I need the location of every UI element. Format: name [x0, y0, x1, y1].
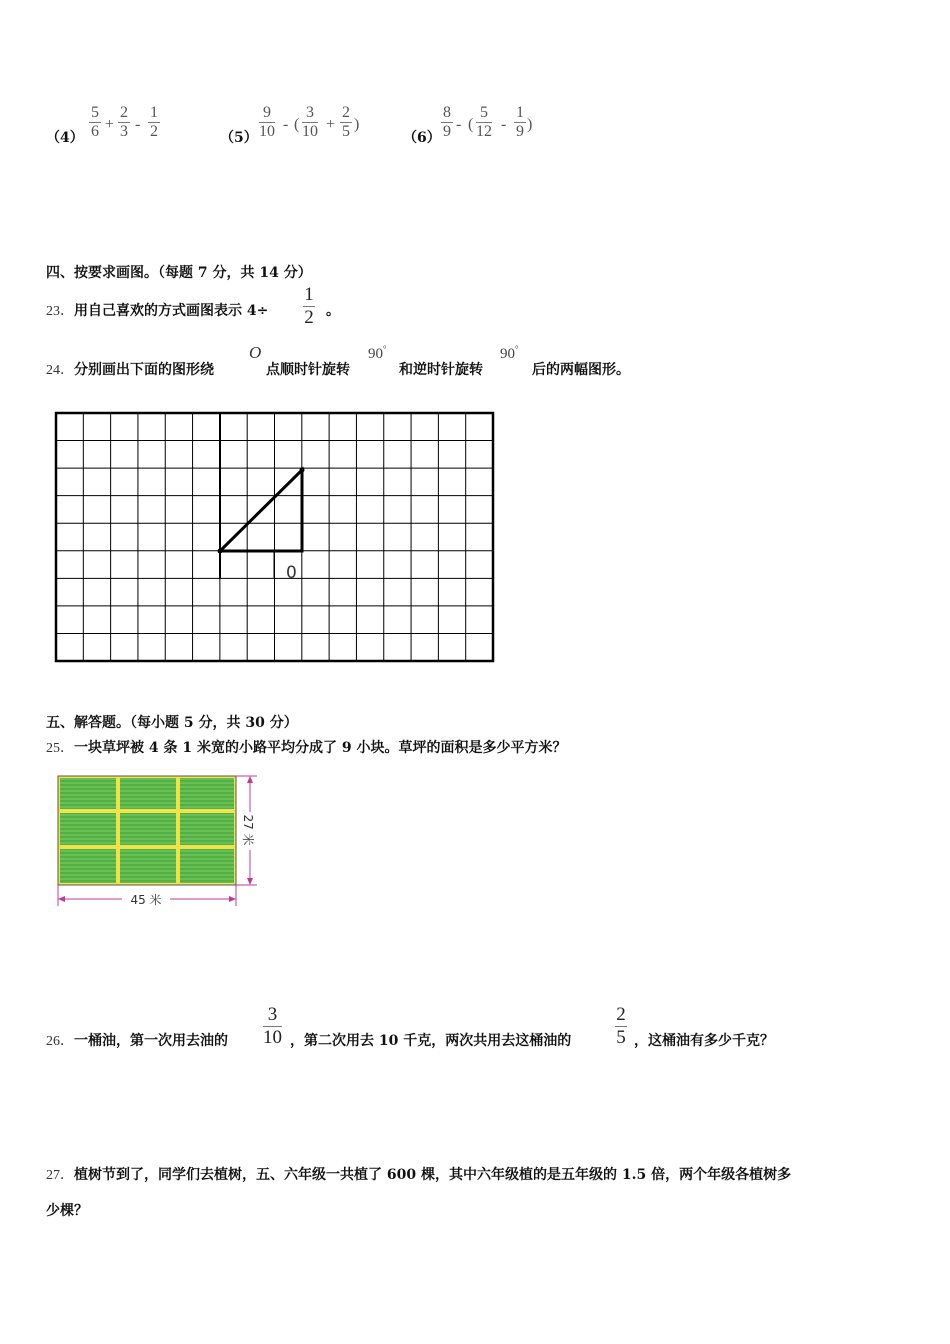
- grass-block: [180, 813, 234, 845]
- question-text: 用自己喜欢的方式画图表示 4÷: [74, 303, 269, 319]
- height-label: 27 米: [241, 814, 255, 846]
- fraction: 2 5: [342, 104, 350, 140]
- fraction: 5 12: [476, 104, 492, 140]
- operator: -: [456, 116, 462, 133]
- angle-90: 90°: [368, 344, 387, 362]
- question-text: ，这桶油有多少千克？: [634, 1033, 774, 1049]
- period: 。: [326, 303, 340, 319]
- width-label: 45 米: [130, 893, 162, 907]
- section-heading: 五、解答题。（每小题 5 分，共 30 分）: [46, 715, 298, 731]
- section-heading: 四、按要求画图。（每题 7 分，共 14 分）: [46, 265, 312, 281]
- angle-90: 90°: [500, 344, 519, 362]
- operator: +: [326, 116, 336, 133]
- rotation-grid: [50, 408, 500, 668]
- question-text: 一桶油，第一次用去油的: [74, 1033, 228, 1049]
- question-number: 24．: [46, 363, 74, 378]
- grass-block: [180, 778, 234, 809]
- question-number: 25．: [46, 741, 74, 756]
- vertex-dot: [218, 549, 223, 554]
- operator: -: [135, 116, 141, 133]
- question-text: 植树节到了，同学们去植树，五、六年级一共植了 600 棵，其中六年级植的是五年级的 1.5 倍，两个年级各植树多: [74, 1167, 792, 1183]
- point-O-label: 0: [286, 563, 297, 583]
- fraction: 9 10: [259, 104, 275, 140]
- problem-label: （6）: [403, 130, 441, 146]
- grass-block: [60, 813, 116, 845]
- grass-block: [120, 849, 176, 883]
- question-number: 27．: [46, 1168, 74, 1183]
- question-text: ，第二次用去 10 千克，两次共用去这桶油的: [290, 1033, 572, 1049]
- paren: (: [294, 116, 300, 133]
- right-triangle: [220, 470, 302, 551]
- question-text: 分别画出下面的图形绕: [74, 362, 214, 378]
- grass-block: [60, 849, 116, 883]
- problem-label: （5）: [220, 130, 258, 146]
- fraction: 1 9: [516, 104, 524, 140]
- question-text: 和逆时针旋转: [399, 362, 483, 378]
- operator: -: [283, 116, 289, 133]
- question-number: 26．: [46, 1034, 74, 1049]
- grid-lines: [56, 413, 493, 661]
- fraction: 2 5: [616, 1004, 626, 1048]
- paren: ): [527, 116, 533, 133]
- lawn-diagram: [52, 770, 272, 910]
- vertex-dot: [300, 468, 305, 473]
- fraction: 2 3: [120, 104, 128, 140]
- question-text: 点顺时针旋转: [266, 362, 350, 378]
- grass-block: [60, 778, 116, 809]
- paren: ): [354, 116, 360, 133]
- grass-block: [180, 849, 234, 883]
- point-O-symbol: O: [249, 343, 262, 362]
- question-text: 后的两幅图形。: [532, 362, 630, 378]
- fraction: 3 10: [263, 1004, 282, 1048]
- question-text: 一块草坪被 4 条 1 米宽的小路平均分成了 9 小块。草坪的面积是多少平方米？: [74, 740, 567, 756]
- operator: +: [105, 116, 115, 133]
- question-text: 少棵？: [46, 1203, 88, 1219]
- operator: -: [501, 116, 507, 133]
- problem-label: （4）: [46, 130, 84, 146]
- fraction: 1 2: [304, 284, 314, 328]
- fraction: 5 6: [91, 104, 99, 140]
- fraction: 1 2: [150, 104, 158, 140]
- fraction: 8 9: [443, 104, 451, 140]
- grass-block: [120, 813, 176, 845]
- grass-block: [120, 778, 176, 809]
- fraction: 3 10: [302, 104, 318, 140]
- paren: (: [468, 116, 474, 133]
- question-number: 23．: [46, 304, 74, 319]
